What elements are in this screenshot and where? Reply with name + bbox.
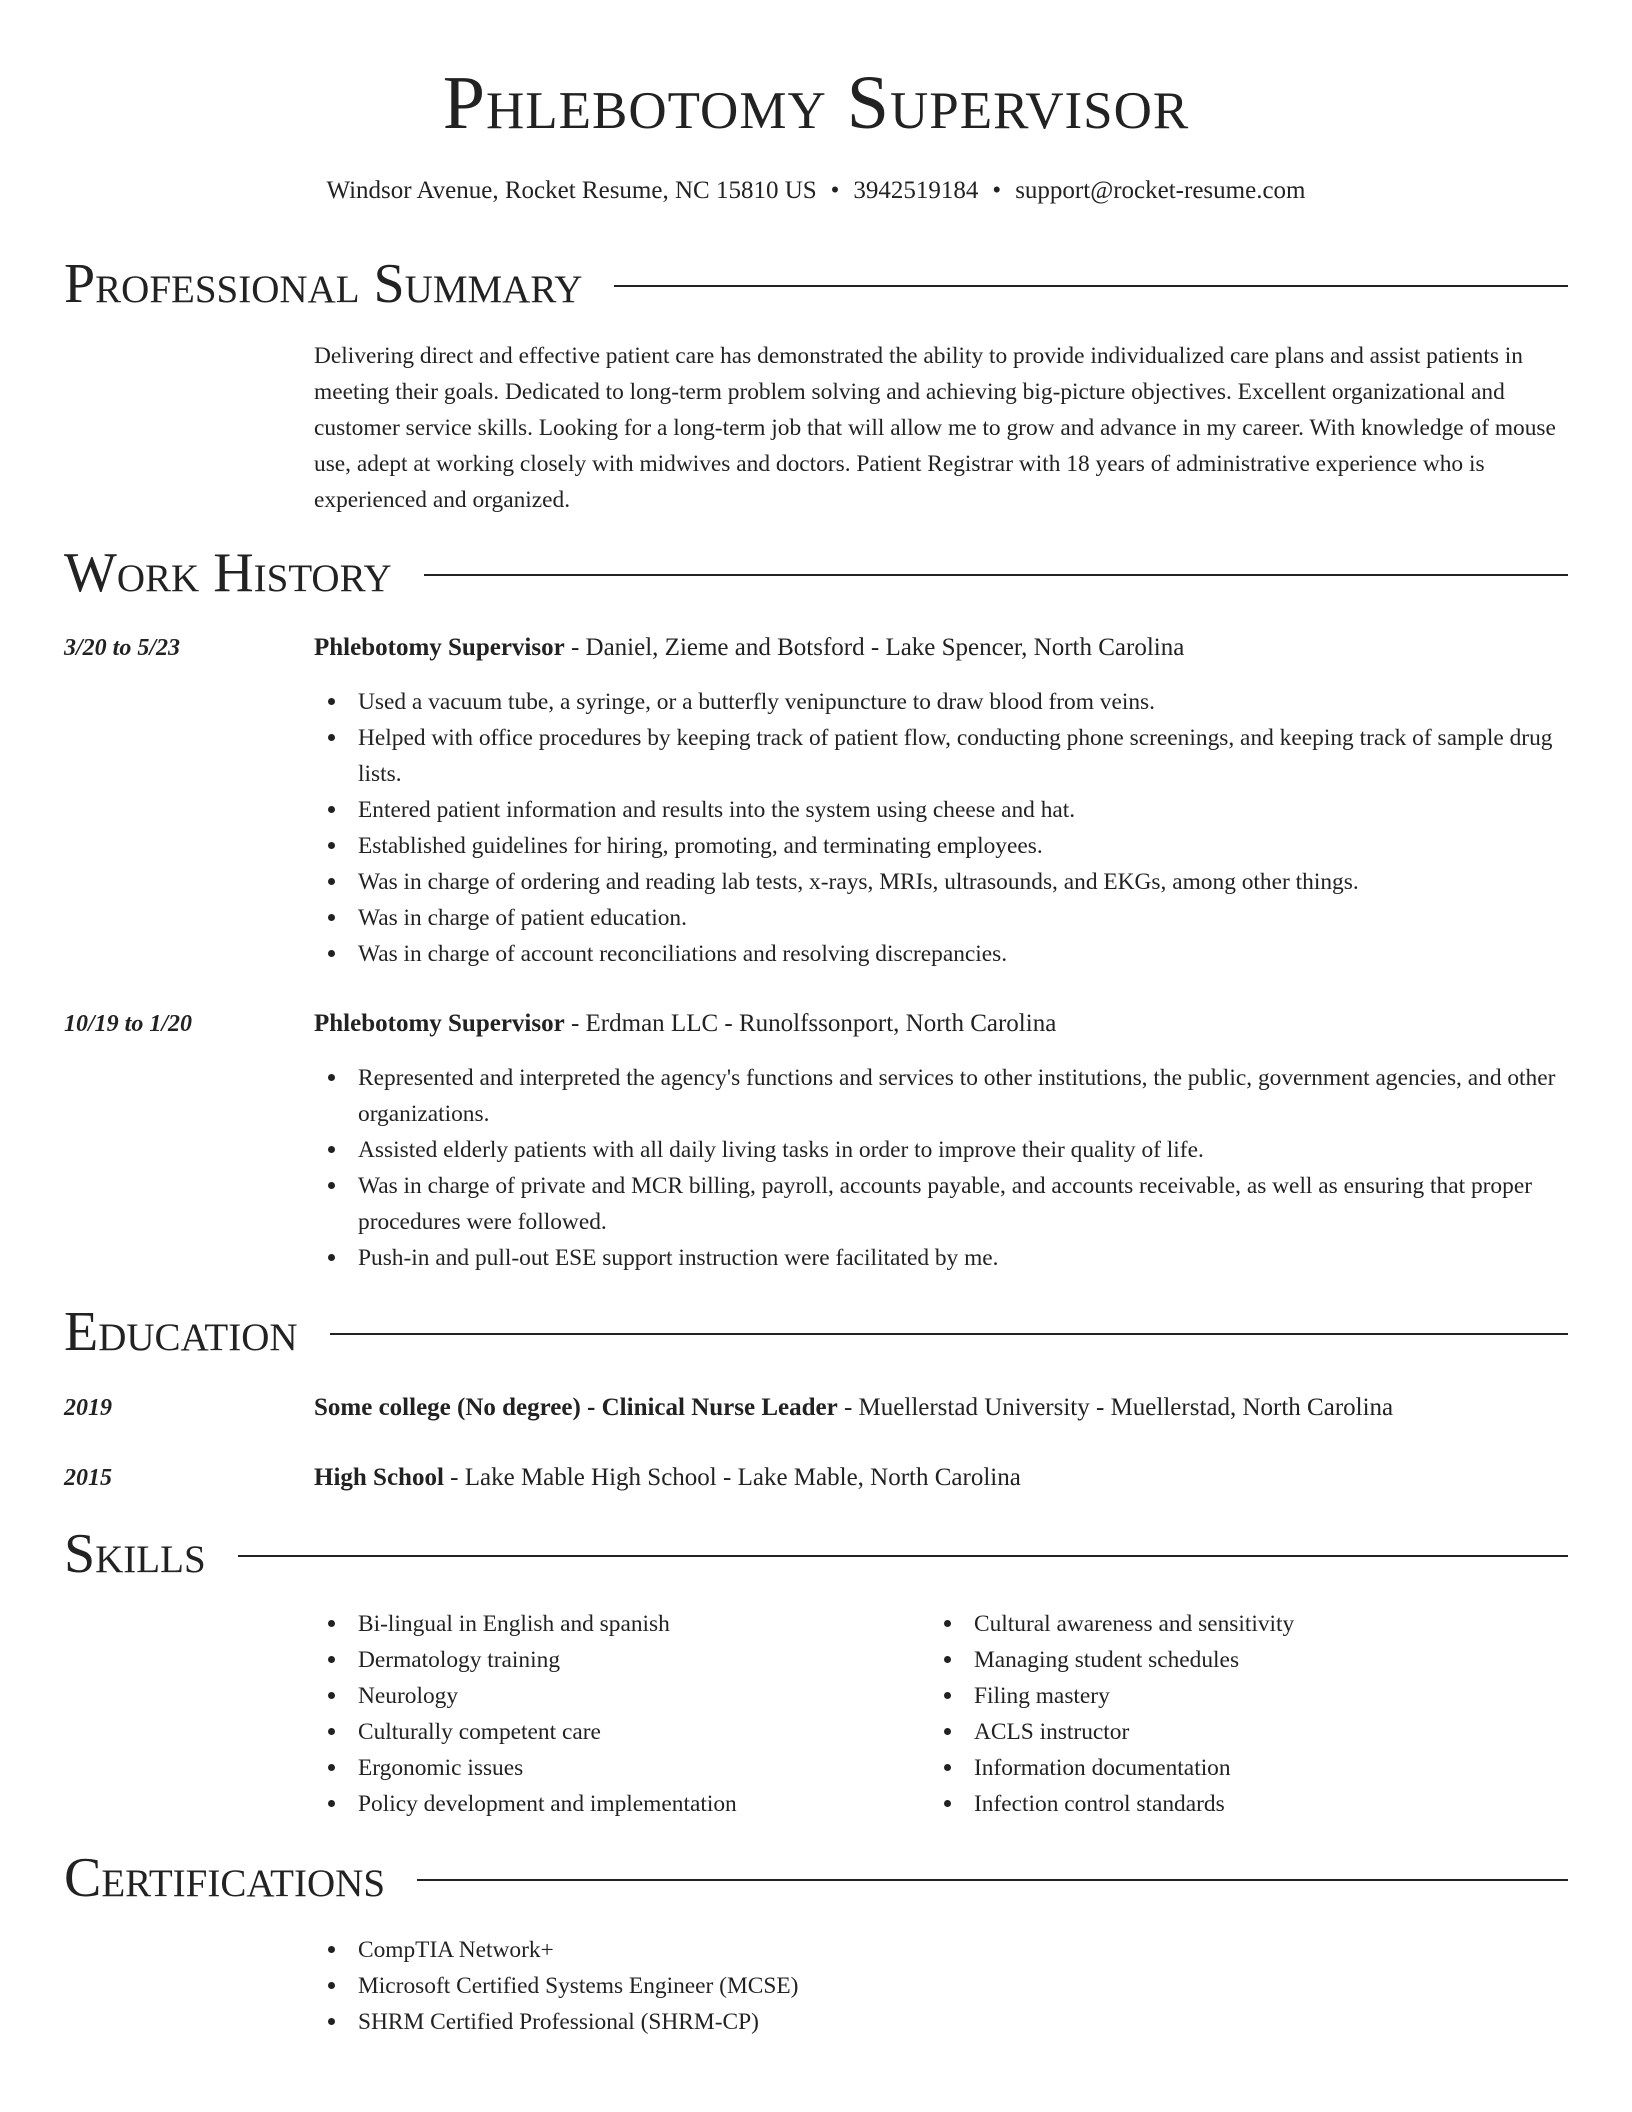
summary-text: Delivering direct and effective patient care has demonstrated the ability to provide individualized care plans and assist patients in meeting their goals. Dedicated to long-term problem solving and achieving big-picture objectives. Excellent organizational and customer service skills. Looking for a long-term job that will allow me to grow and advance in my career. With knowledge of mouse use, adept at working closely with midwives and doctors. Patient Registrar with 18 years of administrative experience who is experienced and organized. <box>314 343 1556 513</box>
education-degree: Some college (No degree) - Clinical Nurse Leader <box>314 1394 838 1421</box>
education-degree: High School <box>314 1464 444 1491</box>
certifications-list <box>314 1932 1570 2040</box>
section-divider <box>238 1555 1568 1557</box>
certifications-heading: Certifications <box>64 1847 386 1909</box>
job-title: Phlebotomy Supervisor <box>314 1010 565 1037</box>
section-divider <box>330 1333 1568 1335</box>
skill-item: Dermatology training <box>314 1642 914 1678</box>
summary-heading: Professional Summary <box>64 253 583 315</box>
list-item: Established guidelines for hiring, promoting, and terminating employees. <box>314 828 1570 864</box>
list-item: Used a vacuum tube, a syringe, or a butterfly venipuncture to draw blood from veins. <box>314 684 1570 720</box>
skills-heading: Skills <box>64 1523 206 1585</box>
address: Windsor Avenue, Rocket Resume, NC 15810 US <box>326 177 817 204</box>
job-details: - Daniel, Zieme and Botsford - Lake Spencer, North Carolina <box>564 634 1185 661</box>
section-divider <box>424 574 1568 576</box>
skills-list-right <box>930 1606 1570 1822</box>
skill-item: Filing mastery <box>930 1678 1570 1714</box>
list-item: Was in charge of patient education. <box>314 900 1570 936</box>
education-details: - Muellerstad University - Muellerstad, North Carolina <box>837 1394 1394 1421</box>
skill-item: Ergonomic issues <box>314 1750 914 1786</box>
certification-item: Microsoft Certified Systems Engineer (MCSE) <box>314 1968 1570 2004</box>
skill-item: ACLS instructor <box>930 1714 1570 1750</box>
section-divider <box>417 1879 1568 1881</box>
skills-section-header <box>64 1524 1568 1584</box>
skill-item: Infection control standards <box>930 1786 1570 1822</box>
education-section-header <box>64 1302 1568 1362</box>
section-divider <box>614 285 1568 287</box>
list-item: Push-in and pull-out ESE support instruction were facilitated by me. <box>314 1240 1570 1276</box>
summary-section-header <box>64 254 1568 314</box>
list-item: Represented and interpreted the agency's functions and services to other institutions, the public, government agencies, and other organizations. <box>314 1060 1570 1132</box>
education-heading <box>314 1460 1568 1496</box>
candidate-name: Phlebotomy Supervisor <box>442 61 1190 145</box>
job-bullets <box>314 1060 1570 1276</box>
email-address: support@rocket-resume.com <box>1015 177 1306 204</box>
certification-item: SHRM Certified Professional (SHRM-CP) <box>314 2004 1570 2040</box>
education-heading <box>314 1390 1568 1426</box>
separator-dot: • <box>992 177 1002 204</box>
list-item: Was in charge of account reconciliations and resolving discrepancies. <box>314 936 1570 972</box>
contact-line <box>0 176 1632 206</box>
skill-item: Managing student schedules <box>930 1642 1570 1678</box>
skills-list-left <box>314 1606 914 1822</box>
work-section-header <box>64 543 1568 603</box>
job-dates: 3/20 to 5/23 <box>64 635 181 661</box>
job-title: Phlebotomy Supervisor <box>314 634 565 661</box>
certifications-section-header <box>64 1848 1568 1908</box>
skill-item: Cultural awareness and sensitivity <box>930 1606 1570 1642</box>
list-item: Assisted elderly patients with all daily living tasks in order to improve their quality of life. <box>314 1132 1570 1168</box>
job-bullets <box>314 684 1570 972</box>
list-item: Was in charge of private and MCR billing, payroll, accounts payable, and accounts receivable, as well as ensuring that proper procedures were followed. <box>314 1168 1570 1240</box>
job-heading <box>314 630 1568 666</box>
education-heading: Education <box>64 1301 298 1363</box>
job-details: - Erdman LLC - Runolfssonport, North Carolina <box>564 1010 1057 1037</box>
phone-number: 3942519184 <box>853 177 979 204</box>
education-year: 2015 <box>64 1465 112 1491</box>
work-heading: Work History <box>64 542 392 604</box>
list-item: Entered patient information and results into the system using cheese and hat. <box>314 792 1570 828</box>
list-item: Was in charge of ordering and reading lab tests, x-rays, MRIs, ultrasounds, and EKGs, among other things. <box>314 864 1570 900</box>
education-year: 2019 <box>64 1395 112 1421</box>
skill-item: Information documentation <box>930 1750 1570 1786</box>
list-item: Helped with office procedures by keeping track of patient flow, conducting phone screenings, and keeping track of sample drug lists. <box>314 720 1570 792</box>
education-details: - Lake Mable High School - Lake Mable, North Carolina <box>443 1464 1021 1491</box>
skill-item: Policy development and implementation <box>314 1786 914 1822</box>
job-dates: 10/19 to 1/20 <box>64 1011 193 1037</box>
skill-item: Culturally competent care <box>314 1714 914 1750</box>
skill-item: Neurology <box>314 1678 914 1714</box>
separator-dot: • <box>830 177 840 204</box>
job-heading <box>314 1006 1568 1042</box>
skill-item: Bi-lingual in English and spanish <box>314 1606 914 1642</box>
certification-item: CompTIA Network+ <box>314 1932 1570 1968</box>
